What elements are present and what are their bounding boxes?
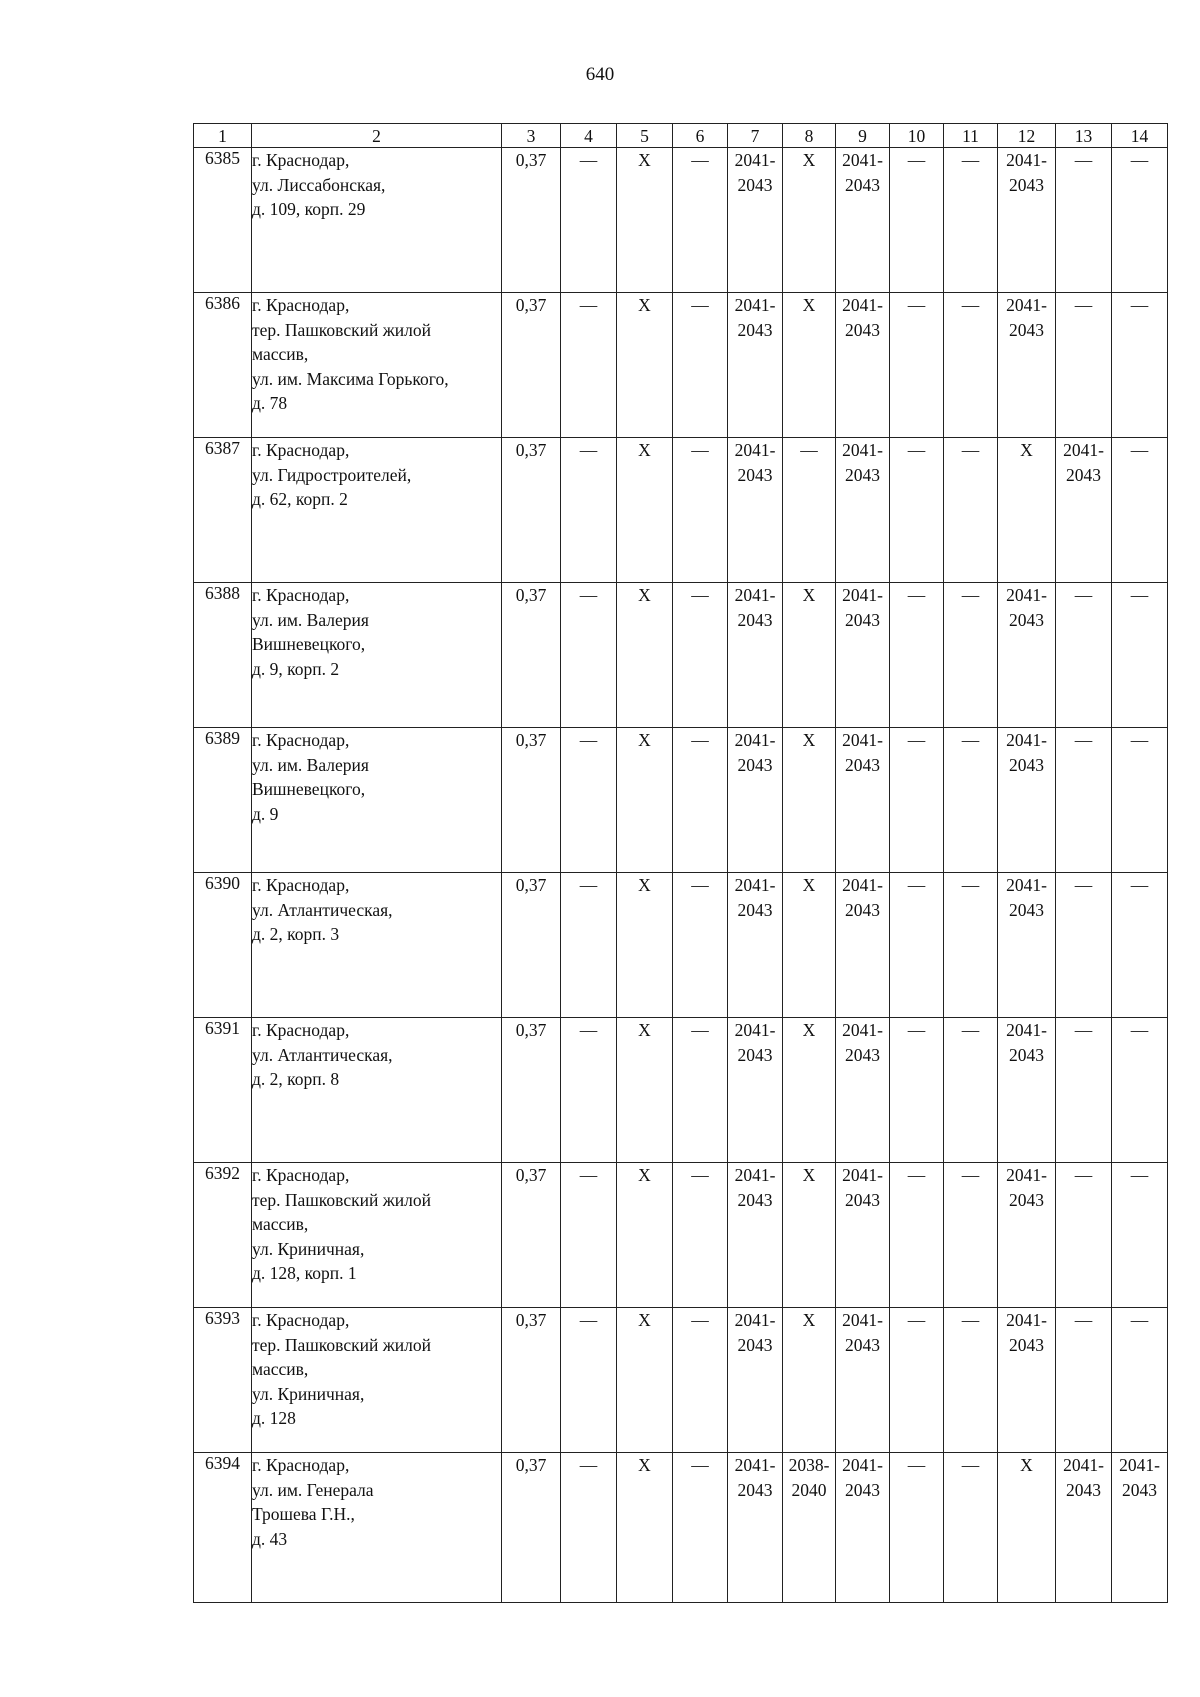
value-cell: —: [944, 873, 998, 1018]
address-line: г. Краснодар,: [252, 295, 350, 315]
value-cell: —: [561, 1163, 617, 1308]
value-cell: —: [673, 873, 728, 1018]
value-cell: X: [617, 1453, 673, 1603]
address-line: тер. Пашковский жилой: [252, 1189, 431, 1210]
address-cell: [252, 1453, 502, 1603]
value-cell: 2041- 2043: [998, 728, 1056, 873]
value-cell: —: [890, 1018, 944, 1163]
table-row: [194, 1163, 1168, 1308]
value-cell: 2041- 2043: [836, 728, 890, 873]
row-number: 6389: [194, 728, 252, 873]
value-cell: 0,37: [502, 438, 561, 583]
address-line: массив,: [252, 1359, 309, 1379]
column-header: 4: [561, 124, 617, 148]
value-cell: —: [890, 1163, 944, 1308]
value-cell: 2041- 2043: [836, 1163, 890, 1308]
column-header: 3: [502, 124, 561, 148]
address-cell: [252, 438, 502, 583]
value-cell: 2041- 2043: [728, 1018, 783, 1163]
address-line: г. Краснодар,: [252, 1310, 350, 1330]
value-cell: —: [944, 438, 998, 583]
value-cell: X: [783, 873, 836, 1018]
table-row: [194, 438, 1168, 583]
value-cell: —: [561, 728, 617, 873]
value-cell: 2041- 2043: [836, 148, 890, 293]
table-row: [194, 1018, 1168, 1163]
value-cell: X: [998, 438, 1056, 583]
address-line: ул. Атлантическая,: [252, 1044, 393, 1065]
row-number: 6394: [194, 1453, 252, 1603]
address-line: ул. Лиссабонская,: [252, 174, 386, 195]
value-cell: 2041- 2043: [836, 1018, 890, 1163]
value-cell: 2041- 2043: [1112, 1453, 1168, 1603]
row-number: 6385: [194, 148, 252, 293]
value-cell: X: [617, 148, 673, 293]
address-line: д. 78: [252, 393, 288, 413]
address-line: г. Краснодар,: [252, 730, 350, 750]
value-cell: —: [890, 583, 944, 728]
value-cell: —: [561, 1308, 617, 1453]
address-line: г. Краснодар,: [252, 150, 350, 170]
value-cell: —: [673, 1018, 728, 1163]
column-header: 13: [1056, 124, 1112, 148]
address-line: д. 128: [252, 1408, 296, 1428]
value-cell: 0,37: [502, 873, 561, 1018]
value-cell: 2038- 2040: [783, 1453, 836, 1603]
value-cell: —: [944, 1018, 998, 1163]
address-line: тер. Пашковский жилой: [252, 1334, 431, 1355]
address-cell: [252, 873, 502, 1018]
table-row: [194, 293, 1168, 438]
value-cell: —: [890, 1453, 944, 1603]
value-cell: 2041- 2043: [836, 1308, 890, 1453]
address-line: д. 9, корп. 2: [252, 658, 340, 679]
address-cell: [252, 1308, 502, 1453]
value-cell: 2041- 2043: [728, 438, 783, 583]
value-cell: 2041- 2043: [728, 148, 783, 293]
column-header: 2: [252, 124, 502, 148]
value-cell: —: [561, 1018, 617, 1163]
value-cell: —: [890, 148, 944, 293]
value-cell: —: [561, 293, 617, 438]
column-header: 10: [890, 124, 944, 148]
value-cell: —: [673, 438, 728, 583]
value-cell: —: [673, 1453, 728, 1603]
address-cell: [252, 583, 502, 728]
column-header: 7: [728, 124, 783, 148]
value-cell: —: [1056, 293, 1112, 438]
value-cell: 2041- 2043: [836, 583, 890, 728]
value-cell: 0,37: [502, 1018, 561, 1163]
value-cell: —: [561, 873, 617, 1018]
column-header: 9: [836, 124, 890, 148]
value-cell: 2041- 2043: [1056, 438, 1112, 583]
address-line: тер. Пашковский жилой: [252, 319, 431, 340]
column-header: 8: [783, 124, 836, 148]
value-cell: —: [561, 583, 617, 728]
value-cell: —: [561, 148, 617, 293]
value-cell: 2041- 2043: [836, 438, 890, 583]
value-cell: 2041- 2043: [998, 873, 1056, 1018]
value-cell: 2041- 2043: [728, 728, 783, 873]
column-header: 1: [194, 124, 252, 148]
column-header: 5: [617, 124, 673, 148]
table-row: [194, 728, 1168, 873]
value-cell: —: [1056, 728, 1112, 873]
address-cell: [252, 1018, 502, 1163]
value-cell: 2041- 2043: [728, 1163, 783, 1308]
value-cell: —: [1056, 1018, 1112, 1163]
address-line: д. 109, корп. 29: [252, 199, 366, 219]
column-header: 14: [1112, 124, 1168, 148]
value-cell: —: [890, 293, 944, 438]
value-cell: 0,37: [502, 1163, 561, 1308]
address-line: д. 128, корп. 1: [252, 1263, 357, 1283]
column-header: 12: [998, 124, 1056, 148]
row-number: 6387: [194, 438, 252, 583]
value-cell: —: [1112, 293, 1168, 438]
value-cell: 0,37: [502, 1453, 561, 1603]
value-cell: 2041- 2043: [836, 873, 890, 1018]
row-number: 6386: [194, 293, 252, 438]
value-cell: —: [890, 873, 944, 1018]
row-number: 6388: [194, 583, 252, 728]
value-cell: 2041- 2043: [728, 873, 783, 1018]
value-cell: 2041- 2043: [728, 583, 783, 728]
address-line: массив,: [252, 1214, 309, 1234]
value-cell: 2041- 2043: [998, 148, 1056, 293]
value-cell: —: [1112, 873, 1168, 1018]
value-cell: —: [944, 1453, 998, 1603]
address-line: д. 2, корп. 8: [252, 1069, 340, 1089]
address-cell: [252, 148, 502, 293]
value-cell: 0,37: [502, 148, 561, 293]
address-line: ул. Криничная,: [252, 1238, 365, 1259]
value-cell: 2041- 2043: [998, 293, 1056, 438]
address-line: массив,: [252, 344, 309, 364]
value-cell: X: [617, 1163, 673, 1308]
address-line: г. Краснодар,: [252, 1455, 350, 1475]
address-line: Вишневецкого,: [252, 779, 366, 799]
value-cell: —: [1056, 1163, 1112, 1308]
table-row: [194, 1308, 1168, 1453]
value-cell: X: [783, 1163, 836, 1308]
value-cell: 2041- 2043: [728, 1453, 783, 1603]
value-cell: X: [998, 1453, 1056, 1603]
value-cell: —: [890, 728, 944, 873]
table-row: [194, 148, 1168, 293]
row-number: 6392: [194, 1163, 252, 1308]
value-cell: X: [783, 1308, 836, 1453]
value-cell: X: [617, 1308, 673, 1453]
address-line: д. 62, корп. 2: [252, 489, 348, 509]
row-number: 6393: [194, 1308, 252, 1453]
value-cell: —: [783, 438, 836, 583]
value-cell: 2041- 2043: [998, 583, 1056, 728]
value-cell: 2041- 2043: [836, 1453, 890, 1603]
value-cell: —: [1056, 873, 1112, 1018]
address-line: г. Краснодар,: [252, 585, 350, 605]
address-line: ул. им. Генерала: [252, 1479, 374, 1500]
value-cell: —: [673, 583, 728, 728]
address-line: ул. Гидростроителей,: [252, 464, 412, 485]
value-cell: —: [673, 148, 728, 293]
value-cell: X: [617, 438, 673, 583]
value-cell: X: [783, 293, 836, 438]
value-cell: —: [944, 583, 998, 728]
value-cell: —: [1112, 583, 1168, 728]
value-cell: —: [890, 1308, 944, 1453]
column-header: 6: [673, 124, 728, 148]
value-cell: X: [617, 583, 673, 728]
column-header: 11: [944, 124, 998, 148]
registry-table: [193, 123, 1168, 1603]
table-row: [194, 873, 1168, 1018]
address-line: Трошева Г.Н.,: [252, 1504, 355, 1524]
value-cell: 2041- 2043: [1056, 1453, 1112, 1603]
value-cell: X: [617, 1018, 673, 1163]
address-cell: [252, 293, 502, 438]
value-cell: 2041- 2043: [998, 1308, 1056, 1453]
address-line: г. Краснодар,: [252, 1020, 350, 1040]
address-line: ул. им. Валерия: [252, 609, 369, 630]
header-row: [194, 124, 1168, 148]
value-cell: —: [1112, 438, 1168, 583]
value-cell: 2041- 2043: [998, 1163, 1056, 1308]
value-cell: —: [944, 148, 998, 293]
value-cell: —: [1056, 148, 1112, 293]
address-line: д. 9: [252, 803, 279, 824]
value-cell: —: [1112, 1018, 1168, 1163]
value-cell: —: [1112, 148, 1168, 293]
value-cell: —: [1056, 1308, 1112, 1453]
address-line: Вишневецкого,: [252, 634, 366, 654]
value-cell: —: [944, 728, 998, 873]
value-cell: 2041- 2043: [998, 1018, 1056, 1163]
value-cell: X: [783, 728, 836, 873]
value-cell: —: [561, 1453, 617, 1603]
value-cell: —: [1112, 728, 1168, 873]
value-cell: —: [673, 293, 728, 438]
value-cell: —: [944, 1163, 998, 1308]
table-row: [194, 583, 1168, 728]
value-cell: X: [617, 873, 673, 1018]
value-cell: 0,37: [502, 728, 561, 873]
row-number: 6390: [194, 873, 252, 1018]
address-line: ул. Атлантическая,: [252, 899, 393, 920]
value-cell: X: [617, 728, 673, 873]
address-line: д. 2, корп. 3: [252, 924, 340, 944]
page-number: 640: [585, 64, 615, 85]
value-cell: —: [944, 293, 998, 438]
value-cell: —: [673, 1308, 728, 1453]
value-cell: —: [890, 438, 944, 583]
address-line: г. Краснодар,: [252, 440, 350, 460]
address-cell: [252, 1163, 502, 1308]
address-line: ул. им. Валерия: [252, 754, 369, 775]
value-cell: X: [783, 1018, 836, 1163]
value-cell: 2041- 2043: [728, 293, 783, 438]
value-cell: 0,37: [502, 583, 561, 728]
value-cell: 0,37: [502, 1308, 561, 1453]
address-line: ул. им. Максима Горького,: [252, 368, 449, 389]
value-cell: 2041- 2043: [728, 1308, 783, 1453]
value-cell: X: [783, 583, 836, 728]
row-number: 6391: [194, 1018, 252, 1163]
value-cell: 0,37: [502, 293, 561, 438]
address-line: г. Краснодар,: [252, 875, 350, 895]
value-cell: —: [1056, 583, 1112, 728]
address-line: д. 43: [252, 1528, 288, 1549]
value-cell: 2041- 2043: [836, 293, 890, 438]
value-cell: X: [617, 293, 673, 438]
address-cell: [252, 728, 502, 873]
value-cell: —: [673, 1163, 728, 1308]
table-row: [194, 1453, 1168, 1603]
value-cell: —: [1112, 1163, 1168, 1308]
address-line: ул. Криничная,: [252, 1383, 365, 1404]
value-cell: —: [944, 1308, 998, 1453]
table-body: [194, 148, 1168, 1603]
value-cell: —: [561, 438, 617, 583]
value-cell: —: [1112, 1308, 1168, 1453]
value-cell: —: [673, 728, 728, 873]
address-line: г. Краснодар,: [252, 1165, 350, 1185]
value-cell: X: [783, 148, 836, 293]
